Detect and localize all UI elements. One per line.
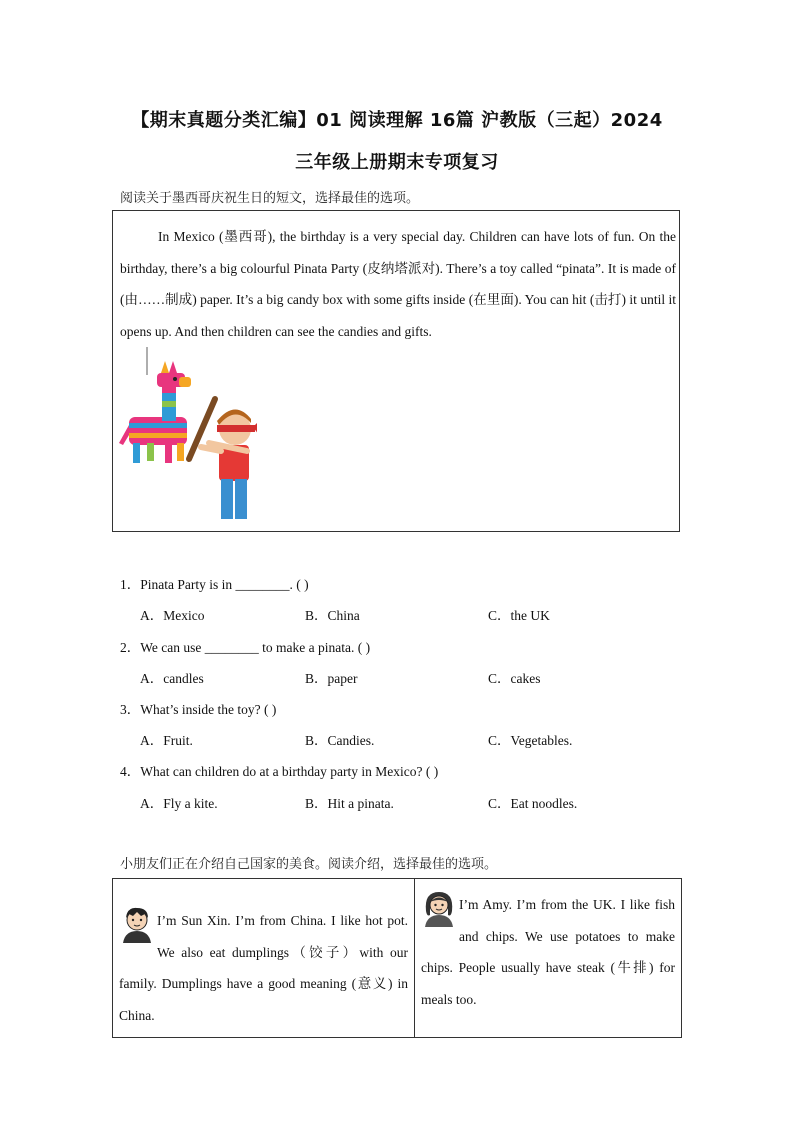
q3-option-b[interactable]: B．Candies. xyxy=(305,733,375,748)
q4-option-c[interactable]: C．Eat noodles. xyxy=(488,796,578,811)
pinata-party-illustration xyxy=(117,347,257,523)
section2-instruction: 小朋友们正在介绍自己国家的美食。阅读介绍，选择最佳的选项。 xyxy=(120,857,498,872)
q2-option-c[interactable]: C．cakes xyxy=(488,671,541,686)
question-2: 2．We can use ________ to make a pinata. ( ) xyxy=(120,640,371,655)
passage-box xyxy=(112,210,680,532)
sun-xin-cell xyxy=(113,879,415,1038)
question-1: 1．Pinata Party is in ________. ( ) xyxy=(120,577,309,592)
passage-text: In Mexico (墨西哥), the birthday is a very special day. Children can have lots of fun. On the birthday, there’s a big colourful Pinata Party (皮纳塔派对). There’s a toy called “pinata”. It is made of (由……制成) paper. It’s a big candy box with some gifts inside (在里面). You can hit (击打) it until it opens up. And then children can see the candies and gifts. xyxy=(120,229,676,339)
q1-option-c[interactable]: C．the UK xyxy=(488,608,550,623)
q2-option-b[interactable]: B．paper xyxy=(305,671,358,686)
girl-avatar-icon xyxy=(421,889,457,927)
pinata-donkey-icon xyxy=(119,361,191,463)
q1-option-b[interactable]: B．China xyxy=(305,608,360,623)
boy-avatar-icon xyxy=(119,905,155,943)
q4-option-b[interactable]: B．Hit a pinata. xyxy=(305,796,394,811)
question-4: 4．What can children do at a birthday party in Mexico? ( ) xyxy=(120,764,439,779)
q1-option-a[interactable]: A．Mexico xyxy=(140,608,205,623)
section1-instruction: 阅读关于墨西哥庆祝生日的短文，选择最佳的选项。 xyxy=(120,191,420,206)
amy-text: I’m Amy. I’m from the UK. I like fish and chips. We use potatoes to make chips. People usually have steak (牛排) for meals too. xyxy=(421,897,675,1007)
sun-xin-text: I’m Sun Xin. I’m from China. I like hot pot. We also eat dumplings（饺子）with our family. Dumplings have a good meaning (意义) in China. xyxy=(119,913,408,1023)
blindfolded-child-icon xyxy=(189,399,257,519)
page-title-line-2: 三年级上册期末专项复习 xyxy=(295,152,499,173)
page-title-line-1: 【期末真题分类汇编】01 阅读理解 16篇 沪教版（三起）2024 xyxy=(131,110,663,131)
question-3: 3．What’s inside the toy? ( ) xyxy=(120,702,277,717)
q3-option-a[interactable]: A．Fruit. xyxy=(140,733,193,748)
q2-option-a[interactable]: A．candles xyxy=(140,671,204,686)
amy-cell xyxy=(415,879,682,1038)
q4-option-a[interactable]: A．Fly a kite. xyxy=(140,796,218,811)
food-intro-table xyxy=(112,878,682,1038)
q3-option-c[interactable]: C．Vegetables. xyxy=(488,733,573,748)
